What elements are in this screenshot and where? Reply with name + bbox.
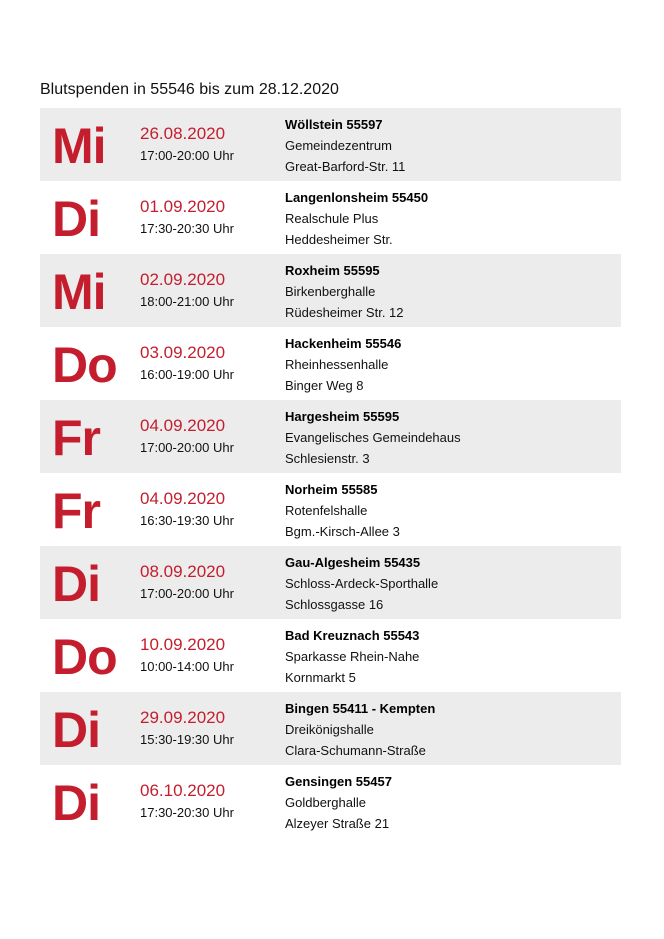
event-date: 08.09.2020 bbox=[140, 562, 226, 581]
event-date: 06.10.2020 bbox=[140, 781, 226, 800]
event-venue: Sparkasse Rhein-Nahe bbox=[285, 649, 420, 664]
event-place: Gensingen 55457 bbox=[285, 774, 392, 789]
event-time: 17:00-20:00 Uhr bbox=[140, 440, 234, 455]
event-row bbox=[40, 108, 621, 181]
event-time: 16:30-19:30 Uhr bbox=[140, 513, 234, 528]
event-location bbox=[285, 771, 392, 834]
event-time: 17:30-20:30 Uhr bbox=[140, 805, 234, 820]
event-date: 01.09.2020 bbox=[140, 197, 226, 216]
event-street: Bgm.-Kirsch-Allee 3 bbox=[285, 524, 400, 539]
event-time: 10:00-14:00 Uhr bbox=[140, 659, 234, 674]
event-date: 03.09.2020 bbox=[140, 343, 226, 362]
weekday: Fr bbox=[52, 410, 100, 466]
event-row bbox=[40, 765, 621, 838]
event-date: 26.08.2020 bbox=[140, 124, 226, 143]
page-title: Blutspenden in 55546 bis zum 28.12.2020 bbox=[40, 81, 339, 98]
weekday: Do bbox=[52, 337, 117, 393]
event-street: Kornmarkt 5 bbox=[285, 670, 356, 685]
event-venue: Goldberghalle bbox=[285, 795, 366, 810]
event-location bbox=[285, 333, 401, 396]
weekday: Fr bbox=[52, 483, 100, 539]
event-date: 10.09.2020 bbox=[140, 635, 226, 654]
weekday: Mi bbox=[52, 264, 106, 320]
weekday: Di bbox=[52, 191, 100, 247]
event-place: Bingen 55411 - Kempten bbox=[285, 701, 436, 716]
weekday: Di bbox=[52, 556, 100, 612]
event-time: 15:30-19:30 Uhr bbox=[140, 732, 234, 747]
event-date: 29.09.2020 bbox=[140, 708, 226, 727]
event-place: Wöllstein 55597 bbox=[285, 117, 383, 132]
event-venue: Schloss-Ardeck-Sporthalle bbox=[285, 576, 439, 591]
event-time: 18:00-21:00 Uhr bbox=[140, 294, 234, 309]
event-venue: Rheinhessenhalle bbox=[285, 357, 389, 372]
event-venue: Evangelisches Gemeindehaus bbox=[285, 430, 461, 445]
event-location bbox=[285, 552, 438, 615]
event-location bbox=[285, 625, 419, 688]
event-row bbox=[40, 400, 621, 473]
event-street: Great-Barford-Str. 11 bbox=[285, 159, 406, 174]
event-date: 04.09.2020 bbox=[140, 416, 226, 435]
event-list bbox=[40, 108, 621, 838]
event-location bbox=[285, 260, 404, 323]
weekday: Do bbox=[52, 629, 117, 685]
event-venue: Birkenberghalle bbox=[285, 284, 376, 299]
event-location bbox=[285, 698, 435, 761]
event-venue: Gemeindezentrum bbox=[285, 138, 392, 153]
event-place: Hackenheim 55546 bbox=[285, 336, 402, 351]
event-venue: Dreikönigshalle bbox=[285, 722, 374, 737]
event-location bbox=[285, 479, 400, 542]
event-location bbox=[285, 114, 405, 177]
event-street: Alzeyer Straße 21 bbox=[285, 816, 390, 831]
event-street: Binger Weg 8 bbox=[285, 378, 364, 393]
event-venue: Rotenfelshalle bbox=[285, 503, 368, 518]
event-row bbox=[40, 181, 621, 254]
event-place: Hargesheim 55595 bbox=[285, 409, 400, 424]
event-time: 17:30-20:30 Uhr bbox=[140, 221, 234, 236]
event-time: 17:00-20:00 Uhr bbox=[140, 148, 234, 163]
weekday: Di bbox=[52, 702, 100, 758]
event-row bbox=[40, 473, 621, 546]
event-row bbox=[40, 619, 621, 692]
event-place: Roxheim 55595 bbox=[285, 263, 380, 278]
event-venue: Realschule Plus bbox=[285, 211, 379, 226]
event-time: 17:00-20:00 Uhr bbox=[140, 586, 234, 601]
event-row bbox=[40, 327, 621, 400]
event-row bbox=[40, 546, 621, 619]
event-location bbox=[285, 406, 461, 469]
event-place: Bad Kreuznach 55543 bbox=[285, 628, 420, 643]
event-location bbox=[285, 187, 428, 250]
weekday: Mi bbox=[52, 118, 106, 174]
event-street: Heddesheimer Str. bbox=[285, 232, 393, 247]
event-street: Schlossgasse 16 bbox=[285, 597, 384, 612]
event-place: Norheim 55585 bbox=[285, 482, 378, 497]
event-street: Schlesienstr. 3 bbox=[285, 451, 370, 466]
event-date: 02.09.2020 bbox=[140, 270, 226, 289]
event-place: Gau-Algesheim 55435 bbox=[285, 555, 421, 570]
event-date: 04.09.2020 bbox=[140, 489, 226, 508]
event-row bbox=[40, 254, 621, 327]
event-row bbox=[40, 692, 621, 765]
event-street: Rüdesheimer Str. 12 bbox=[285, 305, 404, 320]
event-place: Langenlonsheim 55450 bbox=[285, 190, 429, 205]
event-street: Clara-Schumann-Straße bbox=[285, 743, 426, 758]
event-time: 16:00-19:00 Uhr bbox=[140, 367, 234, 382]
weekday: Di bbox=[52, 775, 100, 831]
